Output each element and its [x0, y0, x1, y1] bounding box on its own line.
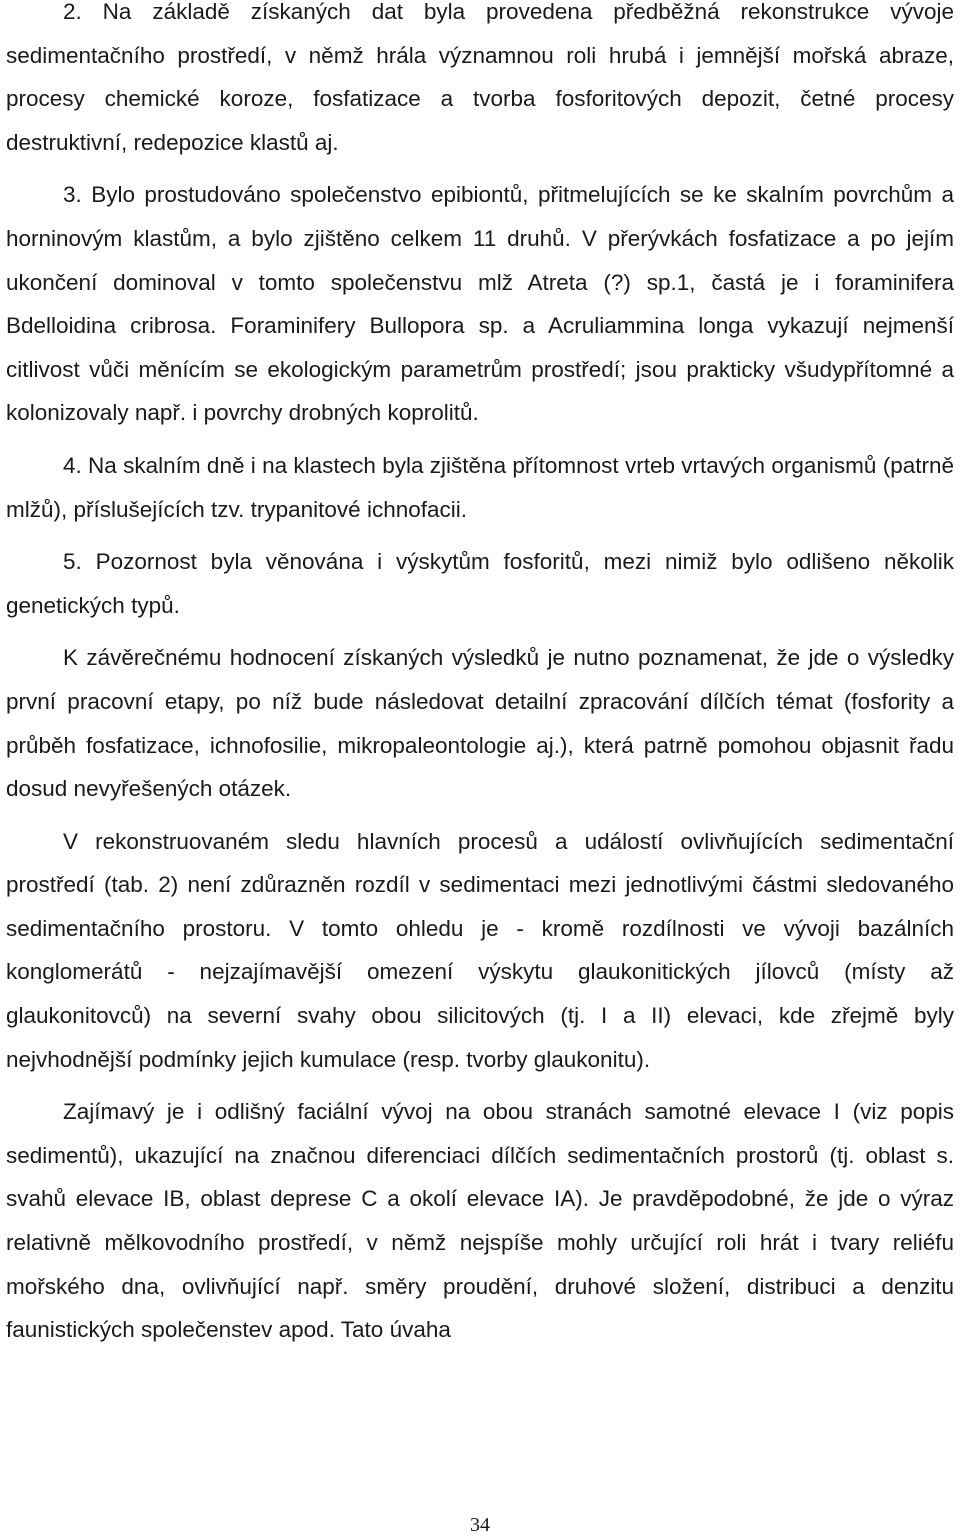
paragraph-facial-development: Zajímavý je i odlišný faciální vývoj na obou stranách samotné elevace I (viz popis sedimentů), ukazující na značnou diferenciaci dílčích sedimentačních prostorů (tj. oblast s. svahů elevace IB, oblast deprese C a okolí elevace IA). Je pravděpodobné, že jde o výraz relativně mělkovodního prostředí, v němž nejspíše mohly určující roli hrát i tvary reliéfu mořského dna, ovlivňující např. směry proudění, druhové složení, distribuci a denzitu faunistických společenstev apod. Tato úvaha — [6, 1099, 954, 1343]
document-body — [6, 0, 954, 1352]
paragraph-reconstruction: V rekonstruovaném sledu hlavních procesů a událostí ovlivňujících sedimentační prostředí (tab. 2) není zdůrazněn rozdíl v sedimentaci mezi jednotlivými částmi sledovaného sedimentačního prostoru. V tomto ohledu je - kromě rozdílnosti ve vývoji bazálních konglomerátů - nejzajímavější omezení výskytu glaukonitických jílovců (místy až glaukonitovců) na severní svahy obou silicitových (tj. I a II) elevaci, kde zřejmě byly nejvhodnější podmínky jejich kumulace (resp. tvorby glaukonitu). — [6, 828, 954, 1072]
paragraph-conclusion-4: 4. Na skalním dně i na klastech byla zjištěna přítomnost vrteb vrtavých organismů (patrně mlžů), příslušejících tzv. trypanitové ichnofacii. — [6, 452, 954, 522]
paragraph-final-evaluation: K závěrečnému hodnocení získaných výsledků je nutno poznamenat, že jde o výsledky první pracovní etapy, po níž bude následovat detailní zpracování dílčích témat (fosfority a průběh fosfatizace, ichnofosilie, mikropaleontologie aj.), která patrně pomohou objasnit řadu dosud nevyřešených otázek. — [6, 645, 954, 802]
paragraph-conclusion-5: 5. Pozornost byla věnována i výskytům fosforitů, mezi nimiž bylo odlišeno několik genetických typů. — [6, 549, 954, 618]
paragraph-conclusion-2: 2. Na základě získaných dat byla provedena předběžná rekonstrukce vývoje sedimentačního prostředí, v němž hrála významnou roli hrubá i jemnější mořská abraze, procesy chemické koroze, fosfatizace a tvorba fosforitových depozit, četné procesy destruktivní, redepozice klastů aj. — [6, 0, 954, 155]
paragraph-conclusion-3: 3. Bylo prostudováno společenstvo epibiontů, přitmelujících se ke skalním povrchům a horninovým klastům, a bylo zjištěno celkem 11 druhů. V přerývkách fosfatizace a po jejím ukončení dominoval v tomto společenstvu mlž Atreta (?) sp.1, častá je i foraminifera Bdelloidina cribrosa. Foraminifery Bullopora sp. a Acruliammina longa vykazují nejmenší citlivost vůči měnícím se ekologickým parametrům prostředí; jsou prakticky všudypřítomné a kolonizovaly např. i povrchy drobných koprolitů. — [6, 182, 954, 426]
page-number: 34 — [470, 1514, 490, 1536]
